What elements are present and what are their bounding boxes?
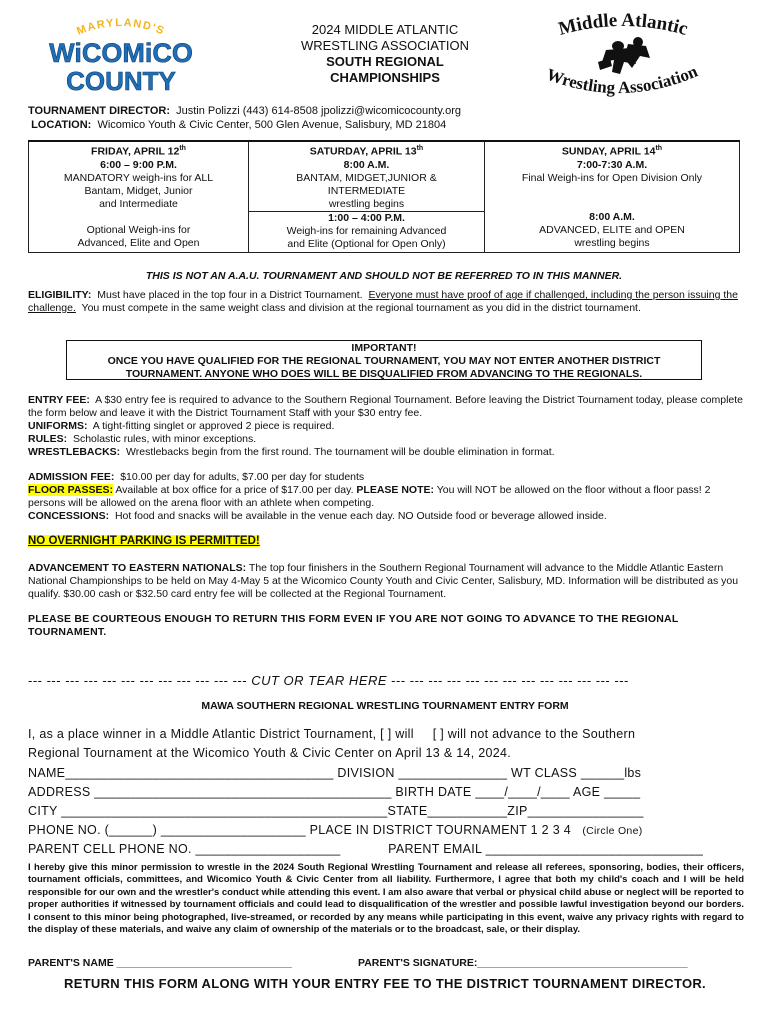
director-value: Justin Polizzi (443) 614-8508 jpolizzi@wicomicocounty.org [176, 105, 461, 117]
floor-passes-label: FLOOR PASSES: [28, 484, 113, 496]
title-line-4: CHAMPIONSHIPS [330, 70, 440, 85]
phone-place-field[interactable] [28, 823, 643, 837]
friday-time: 6:00 – 9:00 P.M. [100, 158, 177, 171]
mawa-logo [528, 12, 718, 104]
important-line: TOURNAMENT. ANYONE WHO DOES WILL BE DISQUALIFIED FROM ADVANCING TO THE REGIONALS. [125, 368, 643, 380]
eligibility-challenge-text: Everyone must have proof of age if challenged, including the person issuing the challenge. [28, 289, 738, 314]
uniforms-text: A tight-fitting singlet or approved 2 piece is required. [92, 420, 335, 432]
concessions-label: CONCESSIONS: [28, 510, 110, 522]
address-birthdate-field[interactable]: ADDRESS _________________________________________ BIRTH DATE ____/____/____ AGE _____ [28, 785, 641, 799]
important-line: ONCE YOU HAVE QUALIFIED FOR THE REGIONAL TOURNAMENT, YOU MAY NOT ENTER ANOTHER DISTRICT [107, 355, 661, 367]
sunday-day: SUNDAY, APRIL 14 [561, 145, 656, 158]
eligibility-paragraph [28, 289, 744, 315]
friday-column: FRIDAY, APRIL 12th 6:00 – 9:00 P.M. MANDATORY weigh-ins for ALL Bantam, Midget, Junior and Intermediate Optional Weigh-ins for Advanced, Elite and Open [29, 141, 249, 252]
title-line-2: WRESTLING ASSOCIATION [300, 38, 470, 53]
floor-passes-text: Available at box office for a price of $17.00 per day. [115, 484, 354, 496]
cut-dashes-right: --- --- --- --- --- --- --- --- --- --- --- --- --- [391, 673, 629, 688]
sunday-line: wrestling begins [574, 236, 650, 249]
rules-text: Scholastic rules, with minor exceptions. [72, 433, 257, 445]
parent-signature-field[interactable]: PARENT'S SIGNATURE:____________________________________ [358, 957, 688, 969]
entry-fee-text: A $30 entry fee is required to advance to the Southern Regional Tournament. Before leaving the District Tournament today, please complete the form below and leave it with the District Tournament Staff with your $30 entry fee. [28, 394, 744, 419]
advancement-paragraph [28, 562, 744, 601]
saturday-line: BANTAM, MIDGET,JUNIOR & [296, 171, 437, 184]
title-line-1: 2024 MIDDLE ATLANTIC [311, 22, 459, 37]
eligibility-label: ELIGIBILITY: [28, 289, 92, 301]
important-heading: IMPORTANT! [351, 342, 417, 354]
uniforms-label: UNIFORMS: [28, 420, 88, 432]
rules-label: RULES: [28, 433, 68, 445]
parent-name-field[interactable]: PARENT'S NAME ______________________________ [28, 957, 292, 969]
sunday-line: ADVANCED, ELITE and OPEN [539, 223, 685, 236]
please-note-text: You will NOT be allowed on the floor without a floor pass! 2 persons will be allowed on the arena floor with an athlete when competing. [28, 484, 711, 509]
consent-paragraph: I hereby give this minor permission to wrestle in the 2024 South Regional Wrestling Tournament and release all referees, sponsoring, bodies, their officers, tournament officials, committees, and Wicomico Youth & Civic Center from all liability. Furthermore, I agree that both my child's coach and I will be held responsible for our own and the wrestler's conduct while attending this event. I am also aware that verbal or physical child abuse or neglect will be reported to proper authorities if witnessed by tournament officials and could lead to disqualification of the wrestler and possible lawful investigation beyond our borders. I consent to this minor being photographed, live-streamed, or recorded by any means while participating in this event, waive any privacy rights with regard to the display of these materials, and waive any claim of ownership of the materials or to the broadcast, sale, or their display. [28, 862, 744, 936]
wrestlers-silhouette-icon [598, 37, 650, 74]
admission-label: ADMISSION FEE: [28, 471, 115, 483]
will-advance-line [28, 727, 635, 741]
will-checkbox-text[interactable]: I, as a place winner in a Middle Atlantic District Tournament, [ ] will [28, 727, 414, 741]
logo-middle-atlantic-text: Middle Atlantic [556, 12, 690, 40]
friday-line: Bantam, Midget, Junior [84, 184, 193, 197]
please-note-label: PLEASE NOTE: [356, 484, 434, 496]
phone-place-text[interactable]: PHONE NO. (______) ____________________ PLACE IN DISTRICT TOURNAMENT 1 2 3 4 [28, 823, 571, 837]
saturday-column: SATURDAY, APRIL 13th 8:00 A.M. BANTAM, MIDGET,JUNIOR & INTERMEDIATE wrestling begins 1:00 – 4:00 P.M. Weigh-ins for remaining Advanced and Elite (Optional for Open Only) [249, 141, 485, 252]
courteous-notice: PLEASE BE COURTEOUS ENOUGH TO RETURN THIS FORM EVEN IF YOU ARE NOT GOING TO ADVANCE TO THE REGIONAL TOURNAMENT. [28, 613, 679, 638]
concessions-text: Hot food and snacks will be available in the venue each day. NO Outside food or beverage allowed inside. [114, 510, 607, 522]
saturday-time-2: 1:00 – 4:00 P.M. [249, 211, 484, 225]
wicomico-county-logo [46, 14, 196, 98]
eligibility-text: Must have placed in the top four in a District Tournament. [97, 289, 363, 301]
sunday-time-2: 8:00 A.M. [589, 210, 635, 223]
cut-dashes-left: --- --- --- --- --- --- --- --- --- --- --- --- [28, 673, 248, 688]
page-title [265, 22, 505, 86]
saturday-line: INTERMEDIATE [327, 184, 406, 197]
saturday-day: SATURDAY, APRIL 13 [309, 145, 417, 158]
sunday-column: SUNDAY, APRIL 14th 7:00-7:30 A.M. Final Weigh-ins for Open Division Only 8:00 A.M. ADVANCED, ELITE and OPEN wrestling begins [485, 141, 740, 252]
logo-wicomico-text: WiCOMiCO [49, 38, 193, 68]
saturday-time: 8:00 A.M. [343, 158, 390, 171]
friday-day: FRIDAY, APRIL 12 [91, 145, 180, 158]
sunday-time: 7:00-7:30 A.M. [576, 158, 648, 171]
parking-notice: NO OVERNIGHT PARKING IS PERMITTED! [28, 535, 260, 547]
svg-text:MARYLAND'S [75, 17, 166, 38]
important-box [66, 340, 702, 380]
city-state-zip-field[interactable]: CITY _____________________________________________STATE___________ZIP________________ [28, 804, 644, 818]
admission-text: $10.00 per day for adults, $7.00 per day for students [120, 471, 365, 483]
advancement-label: ADVANCEMENT TO EASTERN NATIONALS: [28, 562, 247, 574]
parent-email-field[interactable]: PARENT EMAIL ______________________________ [388, 842, 704, 856]
logo-maryland-text: MARYLAND'S [75, 16, 167, 38]
regional-tournament-line: Regional Tournament at the Wicomico Youth & Civic Center on April 13 & 14, 2024. [28, 746, 512, 760]
schedule-table [28, 140, 740, 253]
entry-form-title: MAWA SOUTHERN REGIONAL WRESTLING TOURNAMENT ENTRY FORM [201, 700, 569, 712]
sunday-line: Final Weigh-ins for Open Division Only [521, 171, 703, 184]
return-instruction: RETURN THIS FORM ALONG WITH YOUR ENTRY FEE TO THE DISTRICT TOURNAMENT DIRECTOR. [64, 976, 706, 991]
saturday-line: and Elite (Optional for Open Only) [287, 237, 446, 250]
eligibility-text-2: You must compete in the same weight class and division at the regional tournament as you did in the district tournament. [81, 302, 641, 314]
director-info [28, 104, 461, 132]
advancement-text: The top four finishers in the Southern Regional Tournament will advance to the Middle Atlantic Eastern National Championships to be held on May 4-May 5 at the Wicomico County Youth and Civic Center, Salisbury, MD. Information will be distributed as you qualify. $30.00 cash or $32.50 card entry fee will be collected at the Regional Tournament. [28, 562, 739, 600]
saturday-line: wrestling begins [328, 197, 405, 210]
entry-fee-label: ENTRY FEE: [28, 394, 90, 406]
will-not-checkbox-text[interactable]: [ ] will not advance to the Southern [432, 727, 636, 741]
rules-section [28, 394, 744, 459]
director-label: TOURNAMENT DIRECTOR: [28, 105, 170, 117]
cut-line [28, 673, 744, 688]
wrestlebacks-text: Wrestlebacks begin from the first round. The tournament will be double elimination in format. [126, 446, 555, 458]
circle-one-hint: (Circle One) [582, 825, 643, 837]
friday-line: Advanced, Elite and Open [77, 236, 200, 249]
not-aau-notice: THIS IS NOT AN A.A.U. TOURNAMENT AND SHOULD NOT BE REFERRED TO IN THIS MANNER. [145, 270, 623, 282]
title-line-3: SOUTH REGIONAL [326, 54, 444, 69]
cut-text: CUT OR TEAR HERE [251, 673, 388, 688]
svg-text:Wrestling Association [544, 61, 701, 97]
location-label: LOCATION: [31, 119, 92, 131]
parent-cell-field[interactable]: PARENT CELL PHONE NO. ____________________ [28, 842, 341, 856]
parent-contact-field[interactable] [28, 842, 703, 856]
location-value: Wicomico Youth & Civic Center, 500 Glen Avenue, Salisbury, MD 21804 [97, 119, 447, 131]
name-division-field[interactable]: NAME_____________________________________ DIVISION _______________ WT CLASS ______lbs [28, 766, 642, 780]
logo-county-text: COUNTY [66, 66, 176, 96]
saturday-line: Weigh-ins for remaining Advanced [286, 224, 447, 237]
friday-line: and Intermediate [99, 197, 178, 210]
admission-section [28, 471, 744, 523]
logo-wrestling-association-text: Wrestling Association [544, 61, 701, 98]
svg-text:Middle Atlantic [556, 12, 690, 40]
friday-line: Optional Weigh-ins for [86, 223, 191, 236]
friday-line: MANDATORY weigh-ins for ALL [63, 171, 214, 184]
wrestlebacks-label: WRESTLEBACKS: [28, 446, 121, 458]
